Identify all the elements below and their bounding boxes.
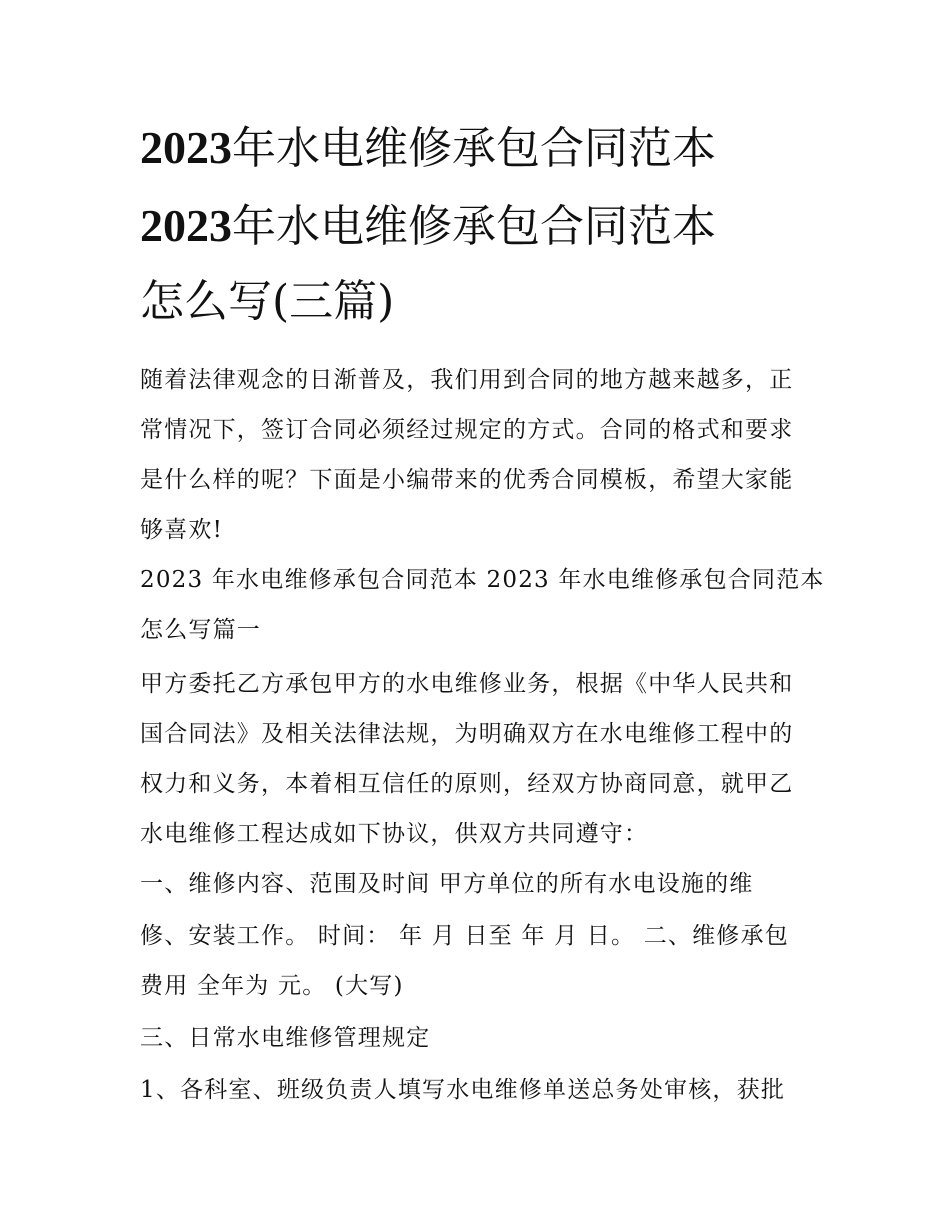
title-text-1: 年水电维修承包合同范本 (232, 123, 716, 174)
body-line: 一、维修内容、范围及时间 甲方单位的所有水电设施的维 (140, 871, 754, 897)
body-line: 1、各科室、班级负责人填写水电维修单送总务处审核，获批 (140, 1077, 786, 1103)
title-line-2 (140, 196, 716, 257)
body-line: 够喜欢! (140, 517, 224, 543)
title-line-3 (140, 272, 394, 332)
body-line: 甲方委托乙方承包甲方的水电维修业务，根据《中华人民共和 (140, 671, 794, 697)
body-line: 权力和义务，本着相互信任的原则，经双方协商同意，就甲乙 (140, 771, 794, 797)
title-line-1 (140, 118, 716, 179)
body-line: 国合同法》及相关法律法规，为明确双方在水电维修工程中的 (140, 721, 794, 747)
body-line: 是什么样的呢？下面是小编带来的优秀合同模板，希望大家能 (140, 467, 794, 493)
body-line: 怎么写篇一 (140, 617, 261, 643)
title-text-3: 怎么写(三篇) (140, 276, 395, 327)
title-year-1: 2023 (140, 122, 232, 173)
body-line: 三、日常水电维修管理规定 (140, 1025, 431, 1051)
title-year-2: 2023 (140, 200, 232, 251)
body-line: 费用 全年为 元。 (大写) (140, 973, 404, 999)
body-line: 修、安装工作。 时间： 年 月 日至 年 月 日。 二、维修承包 (140, 923, 789, 949)
body-line: 常情况下，签订合同必须经过规定的方式。合同的格式和要求 (140, 417, 794, 443)
body-line: 水电维修工程达成如下协议，供双方共同遵守： (140, 821, 649, 847)
body-line: 2023 年水电维修承包合同范本 2023 年水电维修承包合同范本 (140, 567, 825, 593)
body-line: 随着法律观念的日渐普及，我们用到合同的地方越来越多，正 (140, 367, 794, 393)
title-text-2: 年水电维修承包合同范本 (232, 201, 716, 252)
